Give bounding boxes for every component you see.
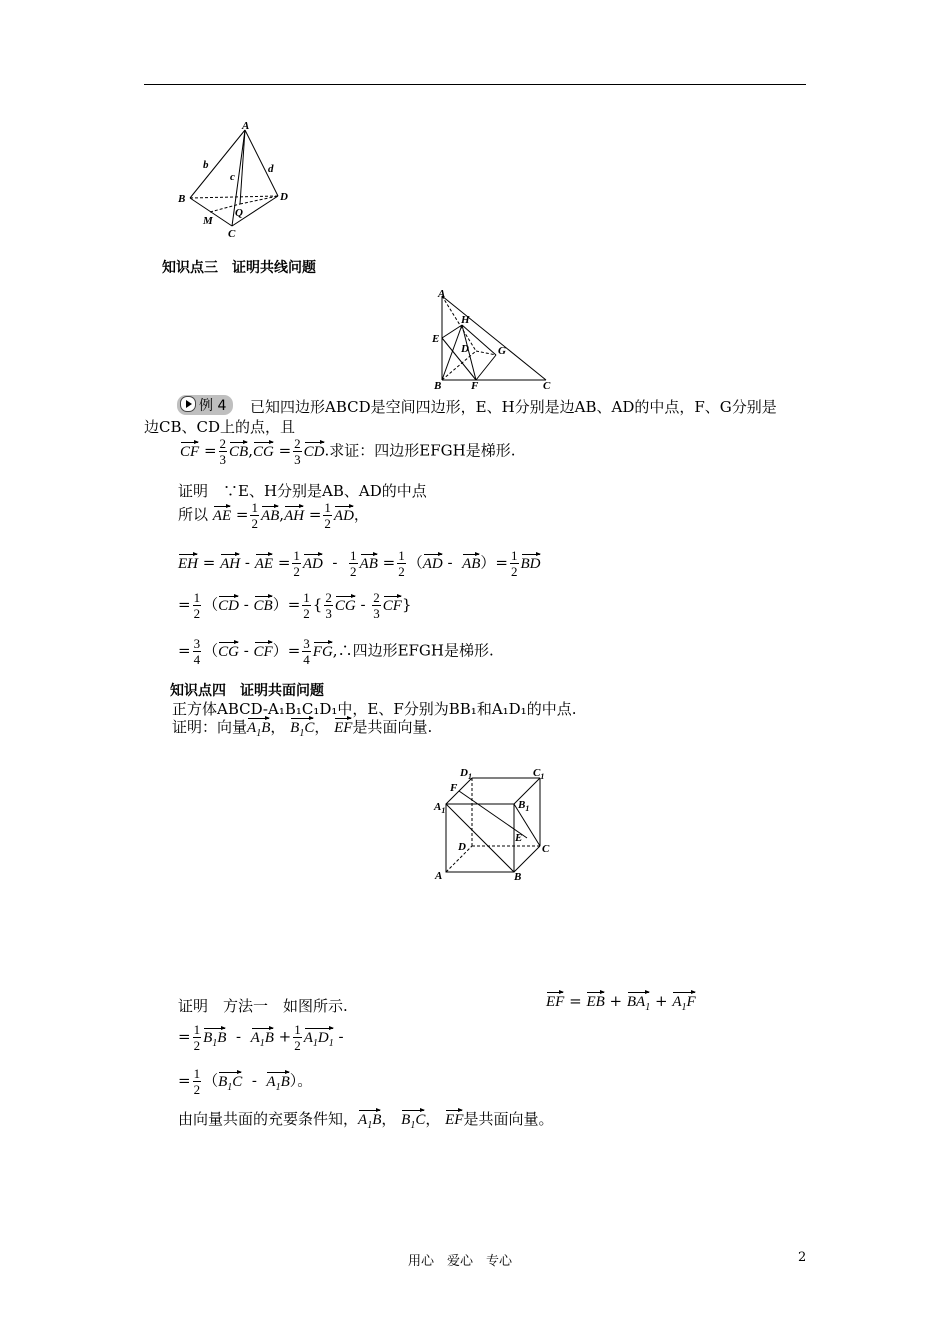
kp4-prove-suffix: 是共面向量. — [352, 718, 433, 736]
example-badge-label: 例 4 — [199, 398, 227, 414]
fig2-label-H: H — [461, 314, 470, 326]
fig2-label-F: F — [471, 380, 479, 392]
fig2-label-B: B — [434, 380, 442, 392]
fig3-label-D: D — [458, 841, 466, 853]
proof-conclusion: ∴四边形EFGH是梯形. — [337, 641, 494, 660]
section-title-kp3: 知识点三 证明共线问题 — [162, 260, 316, 276]
fig2-label-D: D — [461, 343, 469, 355]
page-number: 2 — [798, 1250, 807, 1265]
ex4-condition: CF = $\frac{2}{3}$ CB,CG = $\frac{2}{3}$ CD.求证：四边形EFGH是梯形. — [180, 436, 516, 467]
method-intro: 证明 方法一 如图所示. — [178, 997, 348, 1015]
method-step-2: = $\frac{1}{2}$ $(B_1C - A_1B)$。 — [178, 1066, 313, 1097]
fig1-label-d: d — [268, 163, 274, 175]
tetrahedron-figure — [170, 120, 300, 242]
fig1-label-M: M — [203, 215, 213, 227]
kp4-statement: 正方体ABCD-A₁B₁C₁D₁中，E、F分别为BB₁和A₁D₁的中点. — [172, 700, 577, 718]
proof-step-fg: = $\frac{3}{4}$ （CG - CF）= $\frac{3}{4}$ FG,∴四边形EFGH是梯形. — [178, 636, 494, 667]
ef-decomposition: EF = EB + $BA_1 + A_1F$ — [546, 992, 696, 1013]
fig1-label-C: C — [228, 228, 236, 240]
section-title-kp4: 知识点四 证明共面问题 — [170, 683, 324, 699]
header-rule — [144, 84, 806, 85]
proof-line: 证明 ∵E、H分别是AB、AD的中点 — [178, 482, 427, 500]
fig2-label-C: C — [543, 380, 551, 392]
fig2-label-E: E — [432, 333, 440, 345]
fig1-label-Q: Q — [235, 207, 243, 219]
fig3-label-F: F — [450, 782, 458, 794]
fig3-label-A: A — [435, 870, 443, 882]
quadrilateral-figure — [428, 288, 558, 392]
method-step-1: = $\frac{1}{2}$ $B_1B - A_1B$ + $\frac{1}{2}$ $A_1D_1$ - — [178, 1022, 344, 1053]
fig3-label-E: E — [515, 832, 523, 844]
fig1-label-A: A — [242, 120, 250, 132]
fig3-label-D1: $D_1$ — [460, 767, 472, 781]
fig3-label-C: C — [542, 843, 550, 855]
fig2-label-G: G — [498, 345, 506, 357]
fig1-label-c: c — [230, 171, 235, 183]
fig3-label-B: B — [514, 871, 522, 883]
kp4-prove-prefix: 证明：向量 — [172, 718, 248, 736]
kp4-prove: 证明：向量$A_1B$， $B_1C$， EF是共面向量. — [172, 718, 433, 739]
fig1-label-b: b — [203, 159, 209, 171]
ex4-intro2: 边CB、CD上的点，且 — [144, 418, 296, 436]
proof-step-cd-cb: = $\frac{1}{2}$ （CD - CB）= $\frac{1}{2}$ { $\frac{2}{3}$ CG - $\frac{2}{3}$ CF} — [178, 590, 412, 621]
fig2-label-A: A — [438, 288, 446, 300]
fig1-label-B: B — [178, 193, 186, 205]
fig3-label-C1: $C_1$ — [533, 767, 545, 781]
proof-step-eh: EH = AH - AE = $\frac{1}{2}$ AD - $\frac{1}{2}$ AB = $\frac{1}{2}$ （AD - AB）= $\frac{1}{2}$ BD — [178, 548, 541, 579]
ex4-condition-tail: .求证：四边形EFGH是梯形. — [324, 441, 516, 460]
footer-motto: 用心 爱心 专心 — [408, 1254, 513, 1269]
so-text: 所以 — [178, 505, 209, 524]
example-badge — [177, 395, 233, 415]
method-final-suffix: 是共面向量。 — [463, 1110, 554, 1128]
method-final: 由向量共面的充要条件知，$A_1B$， $B_1C$， EF是共面向量。 — [178, 1110, 554, 1131]
play-icon — [180, 396, 196, 412]
ex4-intro: 已知四边形ABCD是空间四边形，E、H分别是边AB、AD的中点，F、G分别是 — [250, 398, 777, 416]
method-final-prefix: 由向量共面的充要条件知， — [178, 1110, 359, 1128]
fig3-label-A1: $A_1$ — [434, 801, 446, 815]
cube-figure — [430, 766, 555, 884]
fig3-label-B1: $B_1$ — [518, 799, 530, 813]
proof-step-ae-ah: 所以 AE = $\frac{1}{2}$ AB,AH = $\frac{1}{2}$ AD， — [178, 500, 369, 531]
fig1-label-D: D — [280, 191, 288, 203]
